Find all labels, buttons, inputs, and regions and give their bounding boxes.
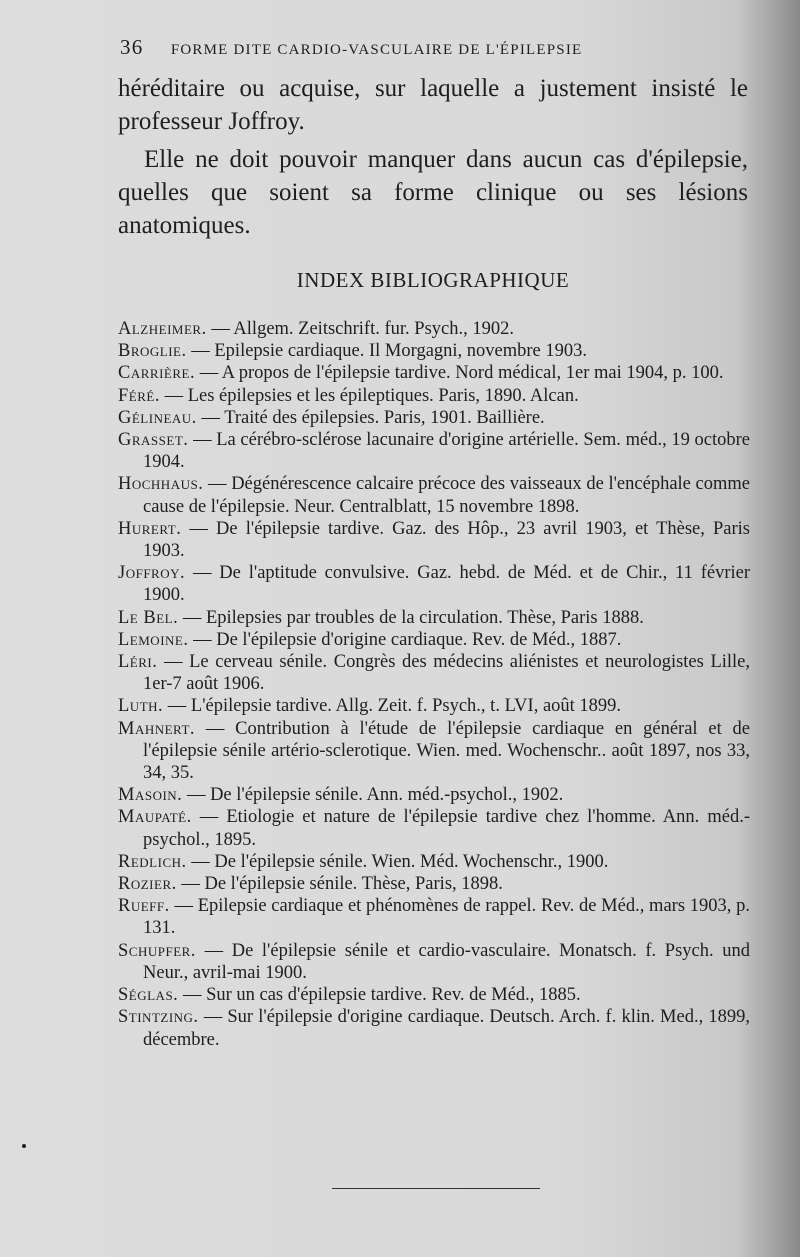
running-head: FORME DITE CARDIO-VASCULAIRE DE L'ÉPILEPSIE	[170, 42, 583, 58]
entry-author: Grasset.	[118, 430, 189, 451]
bibliography-entry	[118, 851, 750, 873]
entry-text: — La cérébro-sclérose lacunaire d'origine artérielle. Sem. méd., 19 octobre 1904.	[143, 430, 751, 473]
entry-text: — De l'épilepsie sénile. Wien. Méd. Wochenschr., 1900.	[191, 851, 609, 872]
entry-text: — Allgem. Zeitschrift. fur. Psych., 1902.	[211, 319, 514, 339]
entry-text: — Contribution à l'étude de l'épilepsie cardiaque en général et de l'épilepsie sénile artério-sclerotique. Wien. med. Wochenschr.. août 1897, nos 33, 34, 35.	[143, 718, 750, 784]
bibliography-entry	[118, 340, 750, 362]
entry-author: Séglas.	[118, 985, 179, 1006]
intro-paragraph-1-text: héréditaire ou acquise, sur laquelle a justement insisté le professeur Joffroy.	[118, 75, 748, 135]
entry-author: Lemoine.	[118, 629, 189, 650]
intro-paragraph-2-text: Elle ne doit pouvoir manquer dans aucun cas d'épilepsie, quelles que soient sa forme clinique ou ses lésions anatomiques.	[118, 146, 748, 239]
entry-text: — Les épilepsies et les épileptiques. Paris, 1890. Alcan.	[164, 385, 579, 406]
bibliography-entry	[118, 806, 750, 850]
entry-text: — Sur un cas d'épilepsie tardive. Rev. de Méd., 1885.	[182, 985, 581, 1006]
entry-text: — De l'épilepsie tardive. Gaz. des Hôp., 23 avril 1903, et Thèse, Paris 1903.	[143, 518, 750, 562]
intro-paragraph-1	[118, 72, 748, 138]
entry-text: — Epilepsie cardiaque. Il Morgagni, novembre 1903.	[191, 341, 588, 362]
entry-text: — De l'aptitude convulsive. Gaz. hebd. de Méd. et de Chir., 11 février 1900.	[143, 563, 750, 606]
entry-author: Stintzing.	[118, 1007, 199, 1028]
bibliography-entry	[118, 429, 750, 473]
index-title: INDEX BIBLIOGRAPHIQUE	[296, 268, 570, 292]
entry-author: Broglie.	[118, 341, 187, 362]
bibliography-entry	[118, 473, 750, 517]
entry-text: — Le cerveau sénile. Congrès des médecins aliénistes et neurologistes Lille, 1er-7 août 1906.	[143, 652, 751, 695]
entry-text: — Dégénérescence calcaire précoce des vaisseaux de l'encéphale comme cause de l'épilepsie. Neur. Centralblatt, 15 novembre 1898.	[143, 474, 751, 517]
bibliography-entry	[118, 318, 750, 340]
bibliography-entry	[118, 385, 750, 407]
bibliography-entry	[118, 1006, 750, 1050]
entry-text: — Sur l'épilepsie d'origine cardiaque. Deutsch. Arch. f. klin. Med., 1899, décembre.	[143, 1007, 750, 1050]
closing-rule	[332, 1188, 540, 1189]
bibliography-entry	[118, 518, 750, 562]
entry-author: Masoin.	[118, 785, 183, 806]
entry-author: Joffroy.	[118, 563, 186, 584]
entry-author: Gélineau.	[118, 407, 197, 428]
entry-text: — A propos de l'épilepsie tardive. Nord médical, 1er mai 1904, p. 100.	[199, 363, 724, 384]
bibliography-entry	[118, 718, 750, 785]
entry-text: — De l'épilepsie sénile. Ann. méd.-psychol., 1902.	[186, 785, 564, 806]
page-header	[120, 35, 760, 60]
intro-paragraph-2	[118, 143, 748, 242]
bibliography-entry	[118, 873, 750, 895]
entry-text: — De l'épilepsie sénile. Thèse, Paris, 1898.	[181, 874, 503, 895]
entry-author: Redlich.	[118, 851, 187, 872]
entry-text: — Epilepsies par troubles de la circulation. Thèse, Paris 1888.	[182, 607, 644, 628]
entry-author: Le Bel.	[118, 607, 179, 628]
entry-author: Carrière.	[118, 363, 196, 384]
entry-text: — Etiologie et nature de l'épilepsie tardive chez l'homme. Ann. méd.-psychol., 1895.	[143, 807, 750, 850]
entry-text: — Epilepsie cardiaque et phénomènes de rappel. Rev. de Méd., mars 1903, p. 131.	[143, 896, 750, 939]
bibliography-entry	[118, 695, 750, 717]
entry-text: — L'épilepsie tardive. Allg. Zeit. f. Psych., t. LVI, août 1899.	[167, 696, 622, 717]
bibliography-entry	[118, 362, 750, 384]
entry-author: Hochhaus.	[118, 474, 204, 495]
entry-author: Alzheimer.	[118, 319, 207, 339]
entry-author: Léri.	[118, 652, 158, 673]
entry-author: Féré.	[118, 385, 160, 406]
bibliography-entry	[118, 562, 750, 606]
entry-author: Schupfer.	[118, 940, 196, 961]
entry-author: Luth.	[118, 696, 164, 717]
bibliography-entry	[118, 984, 750, 1006]
entry-text: — Traité des épilepsies. Paris, 1901. Baillière.	[201, 407, 545, 428]
entry-author: Rozier.	[118, 874, 177, 895]
page-number: 36	[120, 35, 144, 59]
entry-author: Rueff.	[118, 896, 170, 917]
entry-author: Hurert.	[118, 518, 182, 539]
bibliography-entry	[118, 651, 750, 695]
bibliography-list	[118, 318, 750, 1051]
bibliography-entry	[118, 940, 750, 984]
margin-speck	[22, 1144, 26, 1148]
bibliography-entry	[118, 629, 750, 651]
entry-text: — De l'épilepsie d'origine cardiaque. Rev. de Méd., 1887.	[193, 629, 622, 650]
entry-author: Maupaté.	[118, 807, 192, 828]
bibliography-entry	[118, 784, 750, 806]
entry-author: Mahnert.	[118, 718, 196, 739]
bibliography-entry	[118, 895, 750, 939]
bibliography-entry	[118, 407, 750, 429]
bibliography-entry	[118, 607, 750, 629]
entry-text: — De l'épilepsie sénile et cardio-vasculaire. Monatsch. f. Psych. und Neur., avril-mai 1900.	[143, 940, 750, 983]
